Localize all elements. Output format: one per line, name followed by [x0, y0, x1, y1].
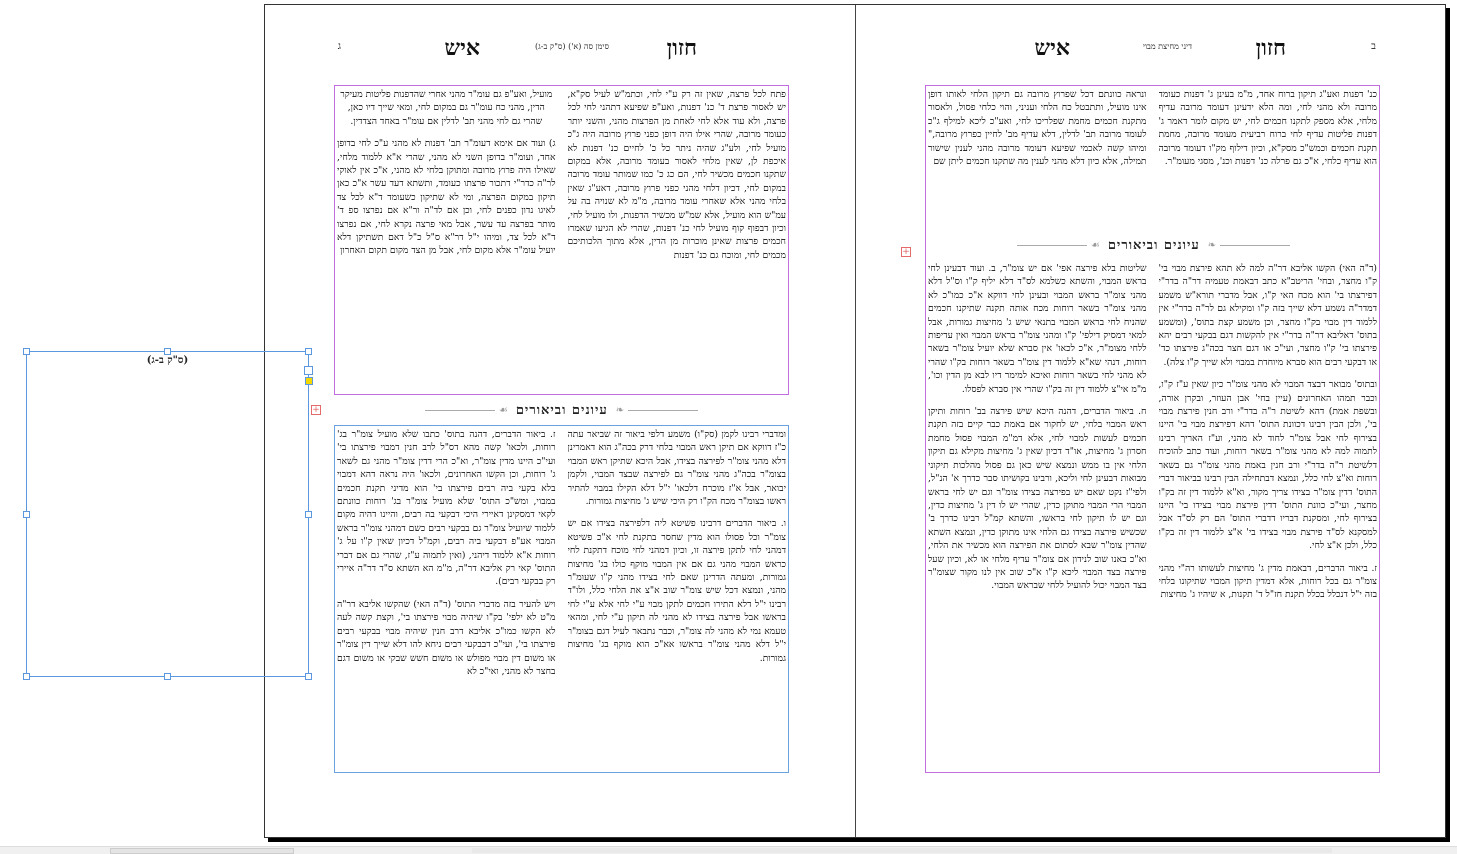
header-title-chazon: חזון — [1255, 35, 1286, 61]
header-title-chazon: חזון — [666, 35, 697, 61]
ornament-icon: ❧ — [1207, 239, 1217, 251]
resize-handle-top-right[interactable] — [305, 348, 312, 355]
running-head: סימן סה (א') (ס"ק ב-ג) — [535, 42, 609, 51]
header-title-ish: איש — [444, 35, 480, 61]
commentary-paragraph: ומדברי רבינו לקמן (סק"ו) משמע דלפי ביאור זה שביאר עתה כ"ז דווקא אם תיקן ראש המבוי בלחי דרק בכה"ג הוא דאמרינן דלא מהני צומ"ר לפירצה בצידו, אבל היכא שתיקן ראש המבוי בצומ"ר בכה"ג מהני צומ"ר גם לפירצה שבצד המבוי, ולקמן יבואר, אבל א"ז מוכרח דלכאו' י"ל דלא הקילו במבוי להתיר ראשו בצומ"ר מכח הק"ו רק היכי שיש ג' מחיצות גמורות. — [567, 429, 786, 508]
running-head: דיני מחיצת מבוי — [1142, 42, 1192, 51]
main-text-column-left — [928, 88, 1147, 228]
page-navigation-control[interactable] — [110, 848, 294, 854]
header-title-ish: איש — [1034, 35, 1070, 61]
commentary-paragraph: ויש להעיר בזה מדברי התוס' (ד"ה האי) שהקשו אליבא דר"ה מ"ט לא ילפי' בק"ו שיהיה מבוי פירצתו בי', וקצת קשה לעה לא הקשו כמו"כ אליבא דרב חנין שיהיה מבוי בבקעי רבים פירצתו בי', ועי"כ דבבקעי רבים ניחא להו דלא שייך דין צומ"ר או משום דין מבוי מפולש או משום חשש שבקי או משום דגם בחצר לא מהני, ואי"כ לא — [337, 598, 556, 677]
horizontal-scrollbar[interactable] — [472, 848, 1332, 853]
main-text-paragraph: ונראה כוונתם דכל שפרוץ מרובה גם תיקון הלחי לאותו דופן אינו מועיל, ותתבטל כח הלחי ועניני, והוי כלחי פסול, ולאסור מתקנת חכמים מחמת שפלריכו לחי, ואע"כ ליכא למילף ג"כ לעומד מרובה תב' לדלין, דלא עדיף מב' לחיין כפרוץ מרובה," ומיהו קשה לאכמי שפיעא דעומד מרובה מהני לענין שישור תמילה, אלא כיון דלא מהני לענין מה שתקנו חכמים ליתן שם — [928, 89, 1147, 168]
resize-handle-bottom-right[interactable] — [305, 673, 312, 680]
divider-line — [1220, 245, 1290, 246]
ornament-icon: ❧ — [615, 404, 625, 416]
resize-handle-top[interactable] — [164, 348, 171, 355]
main-text-column-right — [1159, 88, 1378, 228]
resize-handle-right[interactable] — [305, 511, 312, 518]
main-text-column-left — [337, 88, 556, 392]
commentary-column-right — [568, 428, 787, 772]
overset-text-icon[interactable]: + — [902, 247, 910, 257]
ornament-icon: ☙ — [498, 404, 508, 416]
ornament-icon: ☙ — [1090, 239, 1100, 251]
commentary-column-left — [337, 428, 556, 772]
right-page-header — [856, 33, 1446, 63]
main-text-frame[interactable] — [334, 85, 789, 395]
commentary-divider — [926, 236, 1380, 254]
resize-handle-bottom-left[interactable] — [23, 673, 30, 680]
page-number: ב — [1371, 41, 1376, 52]
commentary-text-frame[interactable] — [334, 425, 789, 773]
overset-text-icon[interactable]: + — [312, 405, 320, 415]
out-port[interactable] — [304, 366, 313, 375]
divider-line — [628, 410, 698, 411]
resize-handle-bottom[interactable] — [164, 673, 171, 680]
resize-handle-left[interactable] — [23, 511, 30, 518]
page-number: ג — [337, 41, 341, 52]
content-grabber-icon[interactable] — [305, 377, 313, 385]
selected-frame-text: (ס"ק ב-ג) — [146, 355, 189, 366]
commentary-column-right — [1159, 262, 1378, 772]
left-page[interactable] — [265, 5, 855, 837]
commentary-paragraph: (ד"ה האי) הקשו אליבא דר"ה למה לא תהא פירצת מבוי בי' ק"ו מחצר, ובחי' הריטב"א כתב דבאמת טעמיה דר"ה בדר"י דפירצתו בי' הוא מכח האי ק"ו, אבל מדברי תורא"ש משמע דמדר"ה נשמע דלא שייך בזה ק"ו ומקילא גם לר"ה בדר"י אין ללמוד דין מבוי בק"ו מחצר, וכן משמע קצת בתוס', (ומשמע בתוס' דאליבא דר"ה בדר"י אין להקשות דגם בבקעי רבים יהא פירצתו בי' ק"ו מחצר, ועי"כ או דגם חצר בכה"ג פירצתו כד' או דבקעי רבים הוא סברא מיוחדת במבוי ולא שייך ק"ו צלה). — [1158, 263, 1377, 368]
commentary-column-left — [928, 262, 1147, 772]
main-text-column-right — [568, 88, 787, 392]
commentary-divider — [334, 401, 789, 419]
commentary-paragraph: ז. ביאור הדברים, דהנה בתוס' כתבו שלא מועיל צומ"ר בג' רוחות, ולכאו' קשה מהא דס"ל לרב חנין דמבוי פירצתו בי' ועי"כ היינו מדין צומ"ר, וא"כ הרי דדין צומ"ר מהני גם לשאר ג' רוחות, וכן הקשו האחרונים, ולכאו' היה נראה דהא דמבוי בלא בקעי ביה רבים פירצתו בי' הוא מדיני תקנת חכמים במבוי, ומש"כ התוס' שלא מועיל צומ"ר בג' רוחות כוונתם לקאי דמסקינן דאיירי היכי דבקעי בה רבים, והיינו דהיה מקום ללמוד שיועיל צומ"ר גם בבקעי רבים כשם דמהני צומ"ר בראש המבוי אע"פ דבקעי ביה רבים, וקמ"ל דכיון שאין ק"ו על ג' רוחות א"א ללמוד דיהני, (ואין לתמוה ע"ז, שהרי גם אם דברי התוס' קאי רק אליבא דר"ה, מ"מ הא השתא ס"ד דר"ה איירי רק בבקעי רבים). — [337, 429, 556, 588]
main-text-paragraph: מועיל, ואע"פ גם עומ"ר מהני אחרי שהדפנות פליטות מעיקר הדין, מהני כח עומ"ר גם במקום לחי, ומאי שייך דיו כאן, שהרי גם לחי מהני תב' לדלין אם עומ"ר באחד הצדדין. — [340, 89, 553, 127]
main-text-frame[interactable] — [925, 85, 1380, 773]
commentary-paragraph: ז. ביאור הדברים, דבאמת מדין ג' מחיצות לעשותו רה"י מהני צומ"ר גם בכל רוחות, אלא דמדין תיקון המבוי שתיקונו בלחי בזה י"ל דנכלל בכלל תקנת חז"ל ד' תקנות, א שיהיו ג' מחיצות — [1158, 562, 1377, 601]
main-text-paragraph: פתח לכל פרצה, שאין זה רק ע"י לחי, וכתמ"ש לעיל סק"א, יש לאסור פרצת ד' כנ' דפנות, ואע"פ שפיעא דתהני לחי לכל פרצה, ולא עוד אלא לחי לאחת מן הפרצות מהני, והשני יותר כעומד מרובה, שהרי אילו היה דופן כפני פרוץ מרובה היה ג"כ מועיל לחי, ולע"ג שהיה ניתר כל כ' לחיים כנ' דפנות לא איכפת לן, שאין מלחי לאסור בעומד מרובה, אלא במקום שתקנו חכמים מכשיר לחי, הם כג כ' כמו שמותר עומד מרובה במקום לחי, דכיון דלחי מהני כפני פרוץ מרובה, דאע"ג שאין בלחי מהני אלא שאחרי עומד מרובה, מ"מ לא שנויה בה על עמ"ש הוא מועיל, אלא שמ"ש מכשיר הדפנות, ולו מועיל לחי, וכיון דבפוף קוף מועיל לחי כנ' דפנות, שהרי לא הגיעו שאמרו חכמים פרצות שאינן מוכרות מן הדין, אלא מתוך הלכותיכם מכמים לחי, ומוכח גם כנ' דפנות — [567, 89, 786, 261]
commentary-heading: עיונים וביאורים — [1107, 238, 1200, 253]
commentary-paragraph: ובתוס' מבואר דבצד המבוי לא מהני צומ"ר כיון שאין ע"ז ק"ו, וכבר תמהו האחרונים (עיין בחי' אבן העוזר, ובקרן אורה, ובשפת אמת) דהא לשיטת ר"ה בדר"י ורב חנין פירצת מבוי בי', ולכן הבין רבינו דכוונת התוס' דהא דפירצת מבוי בי' היינו בצירוף לחי אבל צומ"ר לחוד לא מהני, וע"ז האריך רבינו לתמוה למה לא מהני צומ"ר בשאר רוחות, ועוד כתב להוכיח דלשיטת ר"ה בדר"י ורב חנין באמת מהני צומ"ר גם בשאר רוחות וא"צ לחי כלל, ונמצא דבתחילה הבין רבינו בביאור דברי התוס' דדין צומ"ר בצידו צריך מקור, וא"א ללמוד דין זה בק"ו מחצר, ועי"כ כוונת התוס' דדין פירצת מבוי בצידו בי' היינו בצירוף לחי, ומסקנת דבריו דדברי התוס' הם רק לס"ד אבל למסקנא לס"ד פירצת מבוי בצידו בי' א"צ ללמוד דין זה בק"ו כלל, ולכן א"צ לחי. — [1158, 379, 1377, 552]
main-text-paragraph: ג) ועוד אם אימא דעומ"ר תב' דפנות לא מהני ע"כ לחי בדופן אחד, ועומ"ר בדופן השני לא מהני, שהרי א"א ללמוד מלחי, שאילו היה פרוץ מרובה ומתוקן בלחי לא מהני, א"כ אין לאוקי לר"ה כדר"י דתכור פרצתו כעומד, ותשתא דעד עשר א"כ כאן תיקון במקום הפרצה, ומי לא שתיקון כשעומד ד"א לכל צד לאיגו נדון כפנים לחי, וכן אם לד"ה ור"א אם נפרצו ספ ד' מותר בפרצה עד עשר, אבל מאי פרצה נקרא לחי, אם נפרצו ד"א לכל צד, ומיהו י"ל דר"א ס"ל כ"ל דאם תשתיקן דלא יועיל עומ"ר אלא מקום לחי, אבל מן הצד מקום תקום האחרון — [337, 138, 556, 257]
right-page[interactable] — [856, 5, 1446, 837]
left-page-header — [265, 33, 855, 63]
resize-handle-top-left[interactable] — [23, 348, 30, 355]
main-text-paragraph: כנ' דפנות ואע"ג תיקון ברוח אחד, מ"מ בעינן ג' דפנות כעומד מרובה ולא מהני לחי, ומה הלא ידעינן דעומד מרובה עדיף מלחי, אלא מספק לתקנו חכמים לחי, יש מקום לומר דאמר ג' דפנות פליטות עדיף לחי ברוח רביעית מעומד מרובה, מחמת תקנת חכמים וכמש"כ מסק"א, וכיון דילוף מק"ו דעומד מרובה הוא עדיף כלחי, א"כ גם פרלה כנ' דפנות וכנ', מסגי מעומ"ר. — [1158, 89, 1377, 168]
divider-line — [1017, 245, 1087, 246]
commentary-paragraph: ו. ביאור הדברים דרבינו פשיטא ליה דלפירצה בצידו אם יש צומ"ר וכל פסולו הוא מדין שחסר בתקנת לחי א"כ פשיטא דמהני לחי לתקן פירצה זו, וכיון דמהני לחי מוכח דתקנת לחי כראש המבוי מהני גם אם אין המבוי מוקף כולו בג' מחיצות גמורות, ומעתה הדרינן שאם לחי בצידו מהני ק"ו שעומ"ר מהני, ונמצא דכל שיש צומ"ר שוב א"צ את הלחי כלל, ולו"ד רבינו י"ל דלא התירו חכמים לתקן מבוי ע"י לחי אלא ע"י לחי בראשו אבל פירצה בצידו לא מהני לה תיקון ע"י לחי, ומהאי טעמא נמי לא מהני לה צומ"ר, וכבר נתבאר לעיל דגם בצומ"ר י"ל דלא מהני צומ"ר בראשו אא"כ הוא מוקף בג' מחיצות גמורות. — [567, 518, 786, 664]
commentary-paragraph: ח. ביאור הדברים, דהנה היכא שיש פירצה בב' רוחות ותיקן ראש המבוי בלחי, יש לחקור אם באמת כבר קיים בזה תקנת חכמים לעשות למבוי לחי, אלא דמ"מ המבוי פסול מחמת חסרון ג' מחיצות, או"ד דכיון שאין ג' מחיצות מקילא גם תיקון הלחי אין בו ממש ונמצא שיש כאן גם פסול מהלכות תיקוני מבואות דבעינן לחי וליכא, ורבינו בקושיתו סבר כדרך א' הנ"ל, ולפי"ז נקט שאם יש בפירצה בצידו צומ"ר וגם יש לחי בראש המבוי הרי המבוי מתוקן כדין, שהרי יש לו דין ג' מחיצות כדין, וגם יש לו תיקון לחי בראשו, והשתא קמ"ל רבינו כדרך ב' שכשיש פירצה בצידו גם הלחי אינו מתוקן כדין, ונמצא השתא שהדין צומ"ר שבא לסתום את הפירצה הוא מכשיר את הלחי, וא"כ באנו שוב לנידון אם צומ"ר עדיף מלחי או לא, וכיון שעל פירצה בצד המבוי ליכא ק"ו א"כ שוב אין לנו מקור שצומ"ר בצד המבוי יכול להועיל ללחי שבראש המבוי. — [928, 406, 1147, 592]
divider-line — [425, 410, 495, 411]
commentary-heading: עיונים וביאורים — [515, 403, 608, 418]
selected-text-frame[interactable] — [26, 351, 309, 677]
commentary-paragraph: שליטות בלא פירצה אפי' אם יש צומ"ר, ב. ועוד דבעינן לחי בראש המבוי, והשתא כשלמא לס"ד דלא יליף ק"ו וס"ל דלא מהני צומ"ר בראש המבוי ובעינן לחי דווקא א"כ כמו"כ לא מהני צומ"ר בשאר רוחות מכח אותה תקנה שתיקנו חכמים שהניח לחי בראש המבוי בתנאי שיש ג' מחיצות גמורות, אבל למאי דמסיק דילפי' ק"ו ומהני צומ"ר בראש המבוי ואין עדיפות ללחי מצומ"ר, א"כ לכאו' אין סברא שלא יועיל צומ"ר בשאר רוחות, דנהי שא"א ללמוד דין צומ"ר בשאר רוחות בק"ו שהרי לא מהני לחי בשאר רוחות ואיכא למימר דיו לבא מן הדין וכו', מ"מ אי"צ ללמוד דין זה בק"ו שהרי אין סברא לפסלו. — [928, 263, 1147, 395]
page-spread — [264, 4, 1446, 838]
